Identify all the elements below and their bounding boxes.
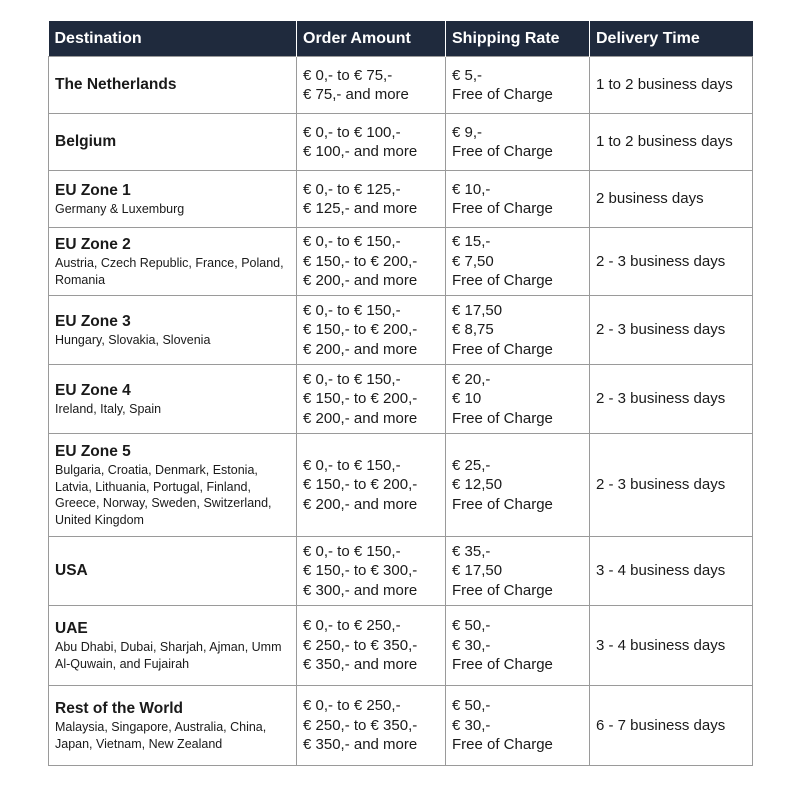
order-amount-line: € 150,- to € 300,- — [303, 562, 418, 580]
table-header — [49, 21, 753, 57]
shipping-rate-line: Free of Charge — [452, 495, 553, 513]
order-amount-cell — [297, 114, 446, 171]
shipping-rate-line: Free of Charge — [452, 143, 553, 160]
destination-name: The Netherlands — [55, 76, 177, 93]
order-amount-line: € 150,- to € 200,- — [303, 390, 418, 408]
destination-name: EU Zone 1 — [55, 181, 131, 199]
destination-regions: Bulgaria, Croatia, Denmark, Estonia, Latvia, Lithuania, Portugal, Finland, Greece, Norway, Sweden, Switzerland, United Kingdom — [55, 463, 272, 527]
table-row — [49, 114, 753, 171]
shipping-rate-line: Free of Charge — [452, 736, 553, 754]
shipping-rates-table-container — [48, 21, 752, 766]
destination-name: EU Zone 3 — [55, 312, 131, 330]
destination-regions: Germany & Luxemburg — [55, 201, 185, 216]
destination-cell — [49, 171, 297, 228]
order-amount-cell — [297, 171, 446, 228]
header-destination: Destination — [49, 21, 297, 57]
shipping-rate-line: € 5,- — [452, 66, 483, 84]
order-amount-cell — [297, 606, 446, 686]
order-amount-line: € 200,- and more — [303, 409, 418, 427]
shipping-rate-cell — [446, 606, 590, 686]
shipping-rate-line: Free of Charge — [452, 409, 553, 427]
order-amount-line: € 0,- to € 250,- — [303, 617, 401, 635]
table-row — [49, 686, 753, 766]
delivery-time-cell: 1 to 2 business days — [590, 57, 753, 114]
order-amount-line: € 0,- to € 75,- — [303, 66, 393, 84]
shipping-rate-line: € 10,- — [452, 180, 491, 198]
order-amount-line: € 0,- to € 150,- — [303, 542, 401, 560]
delivery-time-cell: 2 - 3 business days — [590, 434, 753, 537]
destination-cell — [49, 228, 297, 296]
header-row — [49, 21, 753, 57]
destination-name: UAE — [55, 620, 88, 637]
shipping-rate-cell — [446, 434, 590, 537]
destination-name: USA — [55, 562, 88, 579]
destination-regions: Malaysia, Singapore, Australia, China, Japan, Vietnam, New Zealand — [55, 720, 267, 751]
shipping-rate-cell — [446, 365, 590, 434]
shipping-rate-line: € 10 — [452, 390, 482, 408]
shipping-rate-cell — [446, 686, 590, 766]
table-body — [49, 57, 753, 766]
shipping-rate-line: € 9,- — [452, 123, 483, 141]
order-amount-line: € 0,- to € 100,- — [303, 123, 401, 141]
destination-name: Rest of the World — [55, 700, 184, 717]
destination-cell — [49, 537, 297, 606]
order-amount-line: € 250,- to € 350,- — [303, 636, 418, 654]
shipping-rate-cell — [446, 537, 590, 606]
table-row — [49, 296, 753, 365]
shipping-rate-line: Free of Charge — [452, 200, 553, 217]
shipping-rate-line: € 15,- — [452, 233, 491, 251]
header-shipping-rate: Shipping Rate — [446, 21, 590, 57]
order-amount-line: € 75,- and more — [303, 86, 409, 103]
destination-regions: Austria, Czech Republic, France, Poland, Romania — [55, 256, 284, 287]
shipping-rate-line: € 50,- — [452, 697, 491, 715]
destination-regions: Abu Dhabi, Dubai, Sharjah, Ajman, Umm Al-Quwain, and Fujairah — [55, 640, 282, 671]
table-row — [49, 537, 753, 606]
order-amount-cell — [297, 296, 446, 365]
header-delivery-time: Delivery Time — [590, 21, 753, 57]
delivery-time-cell: 2 - 3 business days — [590, 228, 753, 296]
shipping-rate-line: € 8,75 — [452, 321, 494, 339]
order-amount-line: € 0,- to € 250,- — [303, 697, 401, 715]
shipping-rate-line: € 50,- — [452, 617, 491, 635]
destination-name: EU Zone 5 — [55, 443, 131, 460]
shipping-rate-line: € 12,50 — [452, 476, 503, 494]
shipping-rate-line: € 30,- — [452, 636, 491, 654]
order-amount-line: € 150,- to € 200,- — [303, 321, 418, 339]
order-amount-cell — [297, 686, 446, 766]
shipping-rates-table — [48, 21, 753, 766]
shipping-rate-line: € 30,- — [452, 716, 491, 734]
order-amount-cell — [297, 57, 446, 114]
shipping-rate-line: € 7,50 — [452, 252, 494, 270]
shipping-rate-line: Free of Charge — [452, 86, 553, 103]
shipping-rate-cell — [446, 228, 590, 296]
shipping-rate-cell — [446, 171, 590, 228]
destination-name: EU Zone 2 — [55, 236, 131, 253]
order-amount-cell — [297, 365, 446, 434]
destination-cell — [49, 434, 297, 537]
delivery-time-cell: 6 - 7 business days — [590, 686, 753, 766]
delivery-time-cell: 2 - 3 business days — [590, 365, 753, 434]
destination-regions: Hungary, Slovakia, Slovenia — [55, 332, 211, 347]
order-amount-line: € 200,- and more — [303, 495, 418, 513]
order-amount-cell — [297, 228, 446, 296]
shipping-rate-line: Free of Charge — [452, 272, 553, 290]
destination-name: EU Zone 4 — [55, 381, 131, 399]
shipping-rate-cell — [446, 114, 590, 171]
order-amount-line: € 350,- and more — [303, 736, 418, 754]
destination-cell — [49, 57, 297, 114]
shipping-rate-line: € 25,- — [452, 456, 491, 474]
delivery-time-cell: 3 - 4 business days — [590, 537, 753, 606]
order-amount-line: € 100,- and more — [303, 143, 418, 160]
order-amount-cell — [297, 537, 446, 606]
order-amount-line: € 350,- and more — [303, 656, 418, 674]
delivery-time-cell: 2 - 3 business days — [590, 296, 753, 365]
order-amount-line: € 250,- to € 350,- — [303, 716, 418, 734]
shipping-rate-line: Free of Charge — [452, 581, 553, 599]
destination-cell — [49, 296, 297, 365]
destination-cell — [49, 606, 297, 686]
shipping-rate-line: € 20,- — [452, 370, 491, 388]
order-amount-line: € 200,- and more — [303, 272, 418, 290]
shipping-rate-cell — [446, 296, 590, 365]
table-row — [49, 228, 753, 296]
table-row — [49, 434, 753, 537]
shipping-rate-line: Free of Charge — [452, 340, 553, 358]
delivery-time-cell: 3 - 4 business days — [590, 606, 753, 686]
order-amount-cell — [297, 434, 446, 537]
header-order-amount: Order Amount — [297, 21, 446, 57]
order-amount-line: € 0,- to € 125,- — [303, 180, 401, 198]
shipping-rate-line: Free of Charge — [452, 656, 553, 674]
delivery-time-cell: 2 business days — [590, 171, 753, 228]
shipping-rate-cell — [446, 57, 590, 114]
destination-cell — [49, 114, 297, 171]
shipping-rate-line: € 35,- — [452, 542, 491, 560]
order-amount-line: € 0,- to € 150,- — [303, 301, 401, 319]
table-row — [49, 171, 753, 228]
table-row — [49, 57, 753, 114]
table-row — [49, 365, 753, 434]
shipping-rate-line: € 17,50 — [452, 301, 503, 319]
table-row — [49, 606, 753, 686]
destination-cell — [49, 686, 297, 766]
destination-name: Belgium — [55, 133, 117, 150]
shipping-rate-line: € 17,50 — [452, 562, 503, 580]
order-amount-line: € 300,- and more — [303, 581, 418, 599]
order-amount-line: € 150,- to € 200,- — [303, 252, 418, 270]
destination-regions: Ireland, Italy, Spain — [55, 401, 162, 416]
order-amount-line: € 200,- and more — [303, 340, 418, 358]
order-amount-line: € 125,- and more — [303, 200, 418, 217]
order-amount-line: € 0,- to € 150,- — [303, 370, 401, 388]
order-amount-line: € 0,- to € 150,- — [303, 456, 401, 474]
order-amount-line: € 150,- to € 200,- — [303, 476, 418, 494]
delivery-time-cell: 1 to 2 business days — [590, 114, 753, 171]
destination-cell — [49, 365, 297, 434]
order-amount-line: € 0,- to € 150,- — [303, 233, 401, 251]
